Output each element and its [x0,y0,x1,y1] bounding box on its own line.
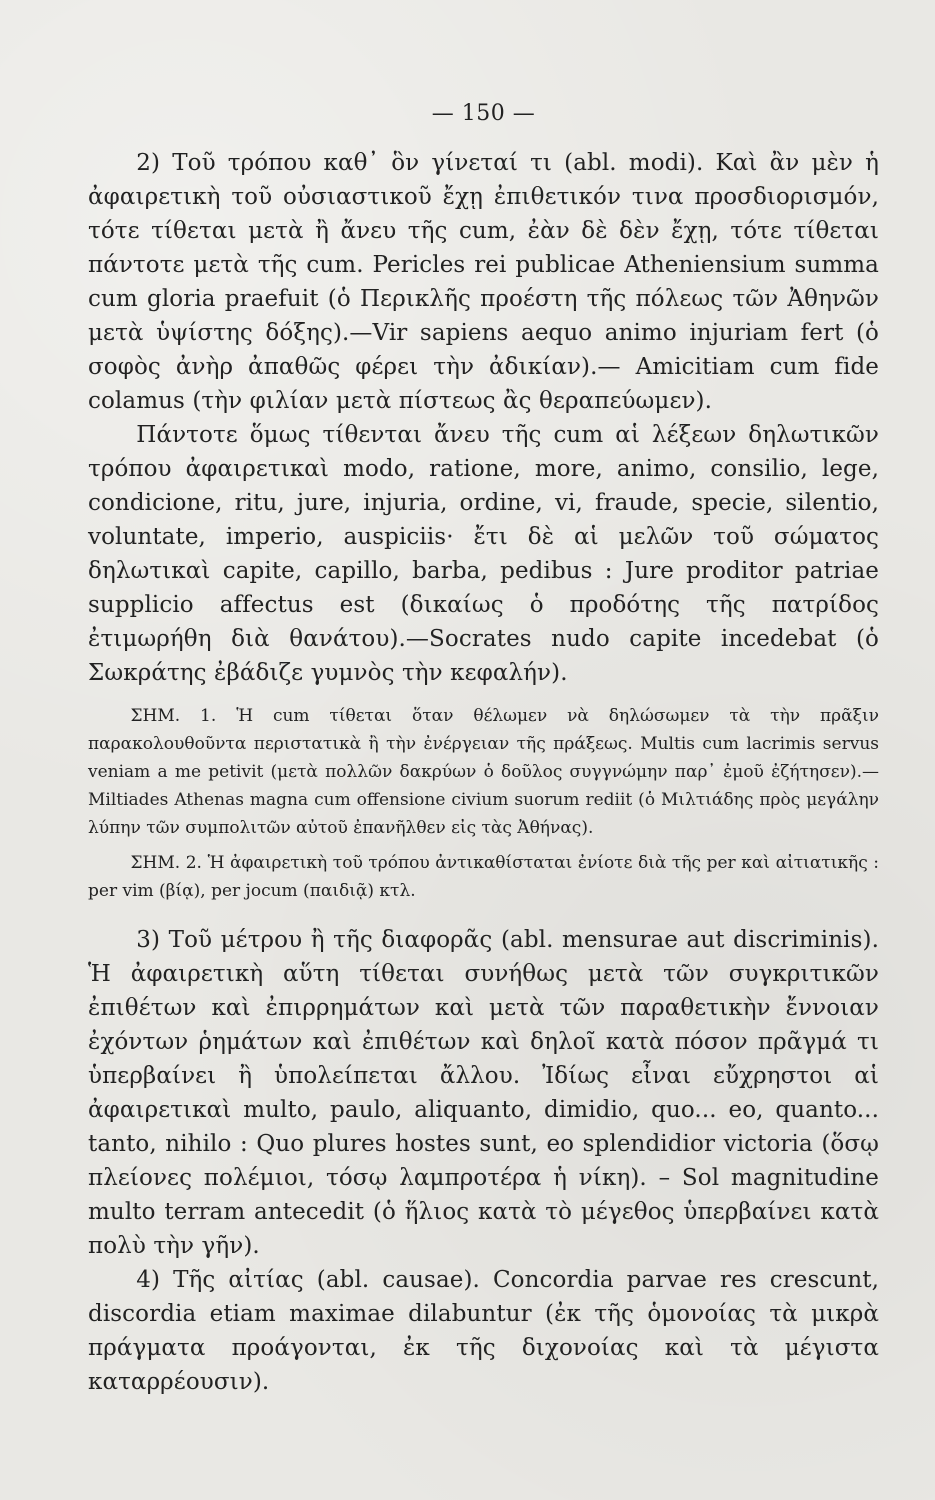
main-text [88,146,879,690]
page-number: — 150 — [431,101,536,126]
paragraph-abl-modi: 2) Τοῦ τρόπου καθ᾽ ὃν γίνεταί τι (abl. modi). Καὶ ἂν μὲν ἡ ἀφαιρετικὴ τοῦ οὐσιαστικοῦ ἔχῃ ἐπιθετικόν τινα προσδιορισμόν, τότε τίθεται μετὰ ἢ ἄνευ τῆς cum, ἐὰν δὲ δὲν ἔχῃ, τότε τίθεται πάντοτε μετὰ τῆς cum. Pericles rei publicae Atheniensium summa cum gloria praefuit (ὁ Περικλῆς προέστη τῆς πόλεως τῶν Ἀθηνῶν μετὰ ὑψίστης δόξης).—Vir sapiens aequo animo injuriam fert (ὁ σοφὸς ἀνὴρ ἀπαθῶς φέρει τὴν ἀδικίαν).— Amicitiam cum fide colamus (τὴν φιλίαν μετὰ πίστεως ἂς θεραπεύωμεν). [88,150,879,414]
note-1-text: Ἡ cum τίθεται ὅταν θέλωμεν νὰ δηλώσωμεν τὰ τὴν πρᾶξιν παρακολουθοῦντα περιστατικὰ ἢ τὴν ἐνέργειαν τῆς πράξεως. Multis cum lacrimis servus veniam a me petivit (μετὰ πολλῶν δακρύων ὁ δοῦλος συγγνώμην παρ᾽ ἐμοῦ ἐζήτησεν).—Miltiades Athenas magna cum offensione civium suorum rediit (ὁ Μιλτιάδης πρὸς μεγάλην λύπην τῶν συμπολιτῶν αὐτοῦ ἐπανῆλθεν εἰς τὰς Ἀθήνας). [88,706,880,838]
later-text [88,923,879,1399]
note-2-text: Ἡ ἀφαιρετικὴ τοῦ τρόπου ἀντικαθίσταται ἐνίοτε διὰ τῆς per καὶ αἰτιατικῆς : per vim (βίᾳ), per jocum (παιδιᾷ) κτλ. [88,853,880,901]
note-1 [88,702,879,842]
paragraph-without-cum: Πάντοτε ὅμως τίθενται ἄνευ τῆς cum αἱ λέξεων δηλωτικῶν τρόπου ἀφαιρετικαὶ modo, ratione, more, animo, consilio, lege, condicione, ritu, jure, injuria, ordine, vi, fraude, specie, silentio, voluntate, imperio, auspiciis· ἔτι δὲ αἱ μελῶν τοῦ σώματος δηλωτικαὶ capite, capillo, barba, pedibus : Jure proditor patriae supplicio affectus est (δικαίως ὁ προδότης τῆς πατρίδος ἐτιμωρήθη διὰ θανάτου).—Socrates nudo capite incedebat (ὁ Σωκράτης ἐβάδιζε γυμνὸς τὴν κεφαλήν). [88,422,879,686]
paragraph-abl-mensurae: 3) Τοῦ μέτρου ἢ τῆς διαφορᾶς (abl. mensurae aut discriminis). Ἡ ἀφαιρετικὴ αὕτη τίθεται συνήθως μετὰ τῶν συγκριτικῶν ἐπιθέτων καὶ ἐπιρρημάτων καὶ μετὰ τῶν παραθετικὴν ἔννοιαν ἐχόντων ῥημάτων καὶ ἐπιθέτων καὶ δηλοῖ κατὰ πόσον πρᾶγμά τι ὑπερβαίνει ἢ ὑπολείπεται ἄλλου. Ἰδίως εἶναι εὔχρηστοι αἱ ἀφαιρετικαὶ multo, paulo, aliquanto, dimidio, quo... eo, quanto... tanto, nihilo : Quo plures hostes sunt, eo splendidior victoria (ὅσῳ πλείονες πολέμιοι, τόσῳ λαμπροτέρα ἡ νίκη). – Sol magnitudine multo terram antecedit (ὁ ἥλιος κατὰ τὸ μέγεθος ὑπερβαίνει κατὰ πολὺ τὴν γῆν). [88,927,879,1259]
note-2 [88,849,879,905]
notes-block [88,702,879,905]
note-2-label: ΣΗΜ. 2. [130,853,202,873]
note-1-label: ΣΗΜ. 1. [130,706,217,726]
paragraph-abl-causae: 4) Τῆς αἰτίας (abl. causae). Concordia parvae res crescunt, discordia etiam maximae dilabuntur (ἐκ τῆς ὁμονοίας τὰ μικρὰ πράγματα προάγονται, ἐκ τῆς διχονοίας καὶ τὰ μέγιστα καταρρέουσιν). [88,1267,879,1395]
